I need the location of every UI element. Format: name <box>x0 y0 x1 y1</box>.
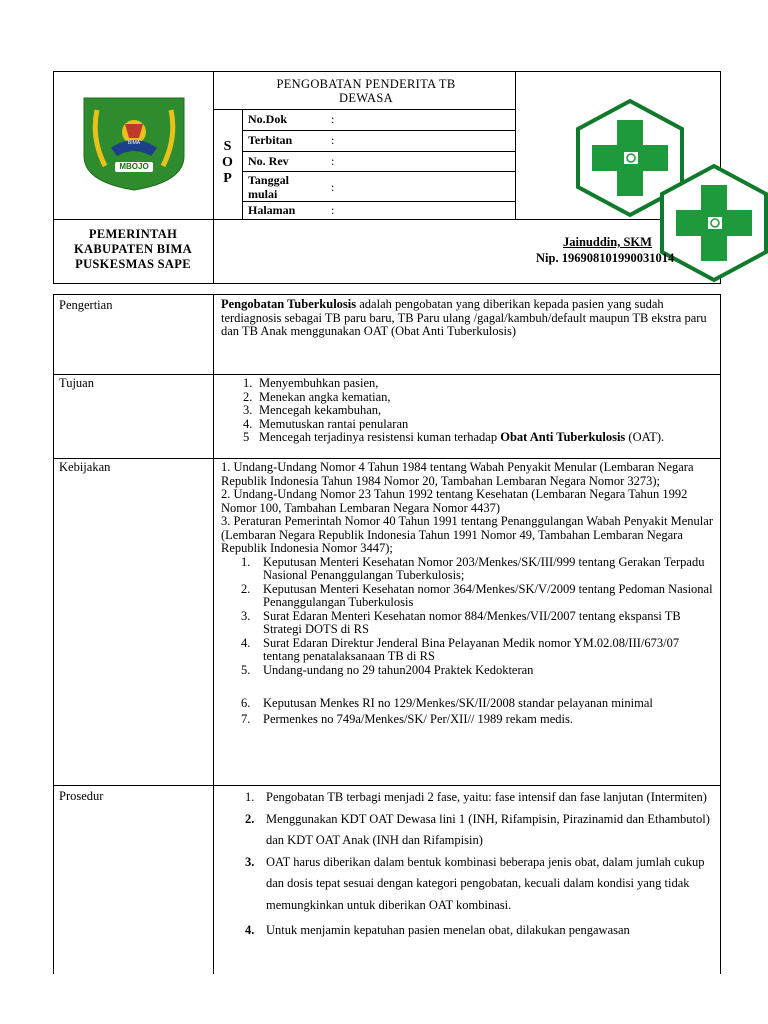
list-item: 1. Pengobatan TB terbagi menjadi 2 fase, yaitu: fase intensif dan fase lanjutan (Intermiten) <box>245 790 707 804</box>
prosedur-list <box>217 787 715 942</box>
logo-text: MBOJO <box>119 162 149 171</box>
meta-colon: : <box>331 154 335 168</box>
list-item: 3. Mencegah kekambuhan, <box>243 403 382 417</box>
section-label-kebijakan: Kebijakan <box>59 460 111 474</box>
kebijakan-para: 1. Undang-Undang Nomor 4 Tahun 1984 tentang Wabah Penyakit Menular (Lembaran Negara Republik Indonesia Tahun 1984 Nomor 20, Tambahan Lembaran Negara Nomor 3273); <box>221 460 694 488</box>
list-item: 4. Memutuskan rantai penularan <box>243 416 409 431</box>
tujuan-list <box>221 377 715 445</box>
meta-colon: : <box>331 203 335 217</box>
meta-label-terbitan: Terbitan <box>248 133 293 147</box>
signer-nip: Nip. 196908101990031014 <box>536 251 675 265</box>
kebijakan-para: 3. Peraturan Pemerintah Nomor 40 Tahun 1991 tentang Penanggulangan Wabah Penyakit Menular (Lembaran Negara Republik Indonesia Tahun 1991 Nomor 49, Tambahan Lembaran Negara Republik Indonesia Nomor 3447); <box>221 514 713 555</box>
kebijakan-para: 2. Undang-Undang Nomor 23 Tahun 1992 tentang Kesehatan (Lembaran Negara Tahun 1992 Nomor 100, Tambahan Lembaran Negara Nomor 4437) <box>221 487 688 515</box>
header-divider-sop <box>242 109 243 219</box>
kebijakan-text <box>221 461 713 726</box>
list-item: 1. Menyembuhkan pasien, <box>243 376 379 390</box>
sop-letter-p: P <box>223 171 232 186</box>
meta-label-nodok: No.Dok <box>248 112 288 126</box>
puskesmas-logo <box>658 163 768 283</box>
pengertian-text <box>221 298 715 339</box>
sop-letter-s: S <box>223 139 232 154</box>
header-divider-2 <box>515 71 516 219</box>
list-item: 6. Keputusan Menkes RI no 129/Menkes/SK/II/2008 standar pelayanan minimal <box>241 696 653 710</box>
pengertian-body: adalah pengobatan yang diberikan kepada pasien yang sudah terdiagnosis sebagai TB paru baru, TB Paru ulang /gagal/kambuh/default maupun TB ekstra paru dan TB Anak menggunakan OAT (Obat Anti Tuberkulosis) <box>221 297 707 338</box>
meta-colon: : <box>331 133 335 147</box>
meta-label-halaman: Halaman <box>248 203 296 217</box>
meta-colon: : <box>331 112 335 126</box>
meta-label-norev: No. Rev <box>248 154 289 168</box>
list-item: 5 Mencegah terjadinya resistensi kuman terhadap Obat Anti Tuberkulosis (OAT). <box>243 430 665 444</box>
list-item: 2. Menggunakan KDT OAT Dewasa lini 1 (INH, Rifampisin, Pirazinamid dan Ethambutol) dan KDT OAT Anak (INH dan Rifampisin) <box>245 811 710 847</box>
list-item: 2. Menekan angka kematian, <box>243 389 391 404</box>
signer-name: Jainuddin, SKM <box>563 235 652 249</box>
list-item: 4. Surat Edaran Direktur Jenderal Bina Pelayanan Medik nomor YM.02.08/III/673/07 tentang penatalaksanaan TB di RS <box>241 635 680 663</box>
list-item: 4. Untuk menjamin kepatuhan pasien menelan obat, dilakukan pengawasan <box>245 923 630 937</box>
list-item: 1. Keputusan Menteri Kesehatan Nomor 203/Menkes/SK/III/999 tentang Gerakan Terpadu Nasional Penanggulangan Tuberkulosis; <box>241 554 705 582</box>
org-line-2: KABUPATEN BIMA <box>74 242 192 256</box>
kabupaten-bima-logo <box>81 94 187 192</box>
section-label-tujuan: Tujuan <box>59 376 94 390</box>
section-label-pengertian: Pengertian <box>59 298 113 312</box>
org-line-1: PEMERINTAH <box>88 227 178 241</box>
section-label-prosedur: Prosedur <box>59 789 104 803</box>
logo-small-text: BIMA <box>127 140 141 146</box>
org-block <box>53 227 213 272</box>
pengertian-lead: Pengobatan Tuberkulosis <box>221 297 357 311</box>
sop-letter-o: O <box>222 155 233 170</box>
list-item: 2. Keputusan Menteri Kesehatan nomor 364/Menkes/SK/V/2009 tentang Pedoman Nasional Penanggulangan Tuberkulosis <box>241 581 713 609</box>
list-item: 7. Permenkes no 749a/Menkes/SK/ Per/XII// 1989 rekam medis. <box>241 711 574 726</box>
org-line-3: PUSKESMAS SAPE <box>75 257 191 271</box>
meta-label-tanggal: Tanggal mulai <box>248 173 289 201</box>
list-item: 3. Surat Edaran Menteri Kesehatan nomor 884/Menkes/VII/2007 tentang ekspansi TB Strategi DOTS di RS <box>241 608 681 636</box>
list-item: 3. OAT harus diberikan dalam bentuk kombinasi beberapa jenis obat, dalam jumlah cukup dan dosis tepat sesuai dengan kategori pengobatan, kecuali dalam kondisi yang tidak memungkinkan untuk diberikan OAT kombinasi. <box>245 854 705 912</box>
list-item: 5. Undang-undang no 29 tahun2004 Praktek Kedokteran <box>241 662 534 677</box>
meta-colon: : <box>331 180 335 194</box>
page-title: PENGOBATAN PENDERITA TB DEWASA <box>276 77 456 105</box>
